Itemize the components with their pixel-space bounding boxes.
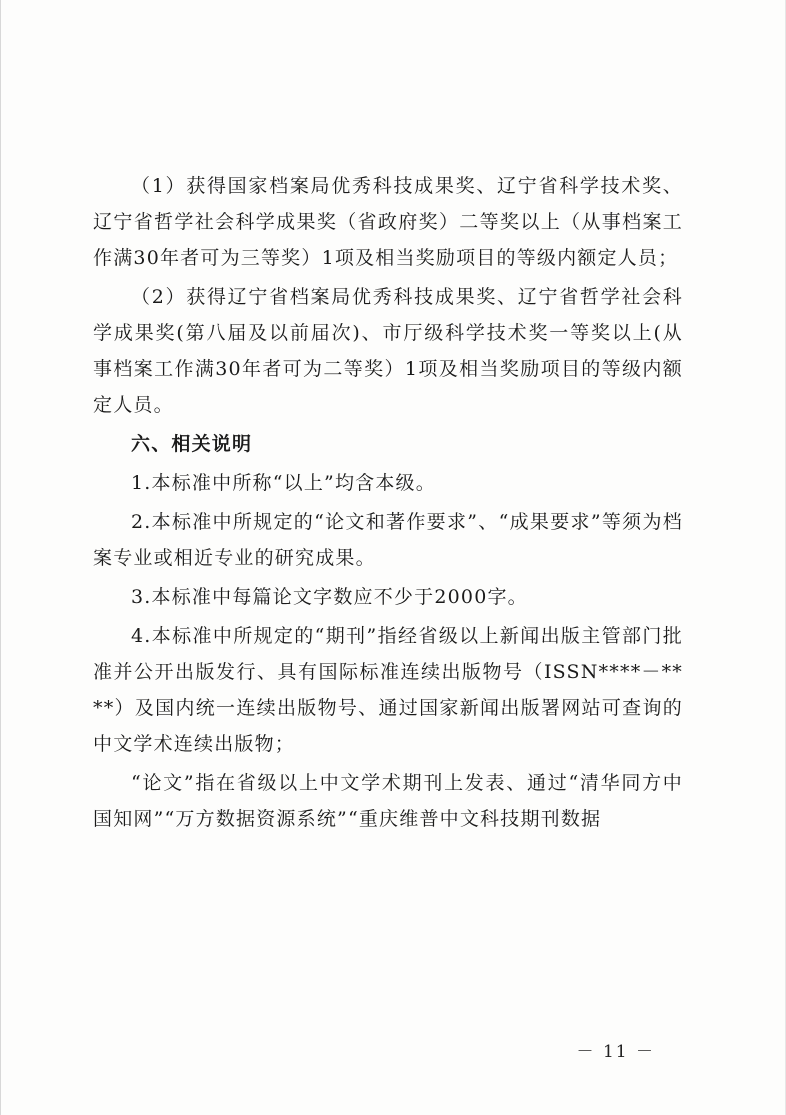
note-4: 4.本标准中所规定的“期刊”指经省级以上新闻出版主管部门批准并公开出版发行、具有国际标准连续出版物号（ISSN****－****）及国内统一连续出版物号、通过国家新闻出版署网站可查询的中文学术连续出版物； [93, 625, 683, 755]
note-1: 1.本标准中所称“以上”均含本级。 [131, 472, 436, 494]
document-body [93, 168, 683, 840]
section-heading-related-notes: 六、相关说明 [131, 433, 253, 455]
paragraph-award-2: （2）获得辽宁省档案局优秀科技成果奖、辽宁省哲学社会科学成果奖(第八届及以前届次)、市厅级科学技术奖一等奖以上(从事档案工作满30年者可为二等奖）1项及相当奖励项目的等级内额定人员。 [93, 286, 683, 416]
paragraph-award-1: （1）获得国家档案局优秀科技成果奖、辽宁省科学技术奖、辽宁省哲学社会科学成果奖（省政府奖）二等奖以上（从事档案工作满30年者可为三等奖）1项及相当奖励项目的等级内额定人员； [93, 175, 683, 269]
note-5: “论文”指在省级以上中文学术期刊上发表、通过“清华同方中国知网”“万方数据资源系统”“重庆维普中文科技期刊数据 [93, 772, 683, 830]
page-number: － 11 － [576, 1042, 655, 1062]
note-3: 3.本标准中每篇论文字数应不少于2000字。 [131, 586, 528, 608]
note-2: 2.本标准中所规定的“论文和著作要求”、“成果要求”等须为档案专业或相近专业的研究成果。 [93, 511, 683, 569]
